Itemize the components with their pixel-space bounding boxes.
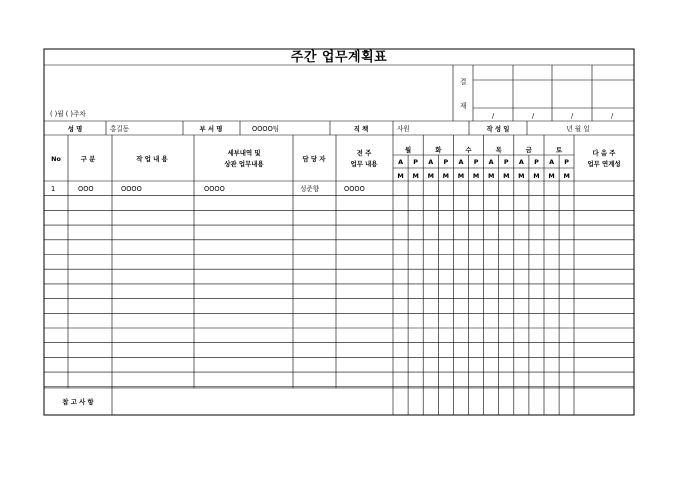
am-label: A <box>549 158 555 166</box>
table-body-grid <box>44 135 634 415</box>
header-no: No <box>51 155 61 163</box>
header-task: 작 업 내 용 <box>136 155 168 163</box>
approval-label-bottom: 재 <box>460 102 467 110</box>
row-detail: OOOO <box>204 185 225 193</box>
position-value[interactable]: 사원 <box>397 125 410 133</box>
ampm-suffix: M <box>487 172 495 180</box>
day-header: 토 <box>556 146 563 154</box>
day-header: 목 <box>495 146 502 154</box>
ampm-suffix: M <box>397 172 404 180</box>
approval-label-top: 결 <box>460 78 467 86</box>
ampm-suffix: M <box>457 172 465 180</box>
name-label: 성 명 <box>67 125 83 133</box>
row-task: OOOO <box>121 185 142 193</box>
header-prev-line1: 전 주 <box>356 149 372 157</box>
pm-label: P <box>443 158 449 166</box>
approval-date-slash: / <box>611 112 614 120</box>
day-header: 금 <box>525 146 532 154</box>
notes-label: 참 고 사 항 <box>62 398 94 406</box>
day-header: 수 <box>465 146 472 154</box>
ampm-suffix: M <box>533 172 540 180</box>
header-owner: 담 당 자 <box>302 155 326 163</box>
day-header: 월 <box>405 146 412 154</box>
dept-value[interactable]: OOOO팀 <box>252 125 280 133</box>
dept-label: 부 서 명 <box>199 125 223 133</box>
table-rows <box>51 184 365 193</box>
row-no: 1 <box>51 185 56 193</box>
ampm-suffix: M <box>503 172 510 180</box>
header-detail-line1: 세부내역 및 <box>227 149 261 157</box>
pm-label: P <box>473 158 479 166</box>
header-detail-line2: 상관 업무내용 <box>224 160 264 168</box>
table-grid <box>44 49 634 415</box>
header-category: 구 분 <box>80 155 96 163</box>
document-title: 주간 업무계획표 <box>290 50 388 65</box>
header-next-line1: 다 음 주 <box>592 149 616 157</box>
row-prev: OOOO <box>344 185 365 193</box>
ampm-suffix: M <box>472 172 480 180</box>
approval-date-slash: / <box>492 112 495 120</box>
date-label: 작 성 일 <box>486 125 510 133</box>
ampm-suffix: M <box>548 172 555 180</box>
ampm-suffix: M <box>563 172 570 180</box>
am-label: A <box>458 158 464 166</box>
approval-date-slash: / <box>532 112 535 120</box>
row-owner: 성준향 <box>300 185 320 193</box>
am-label: A <box>398 158 404 166</box>
date-value[interactable]: 년 월 일 <box>566 125 590 133</box>
day-header: 화 <box>435 146 442 154</box>
name-value[interactable]: 홍길동 <box>110 125 130 133</box>
header-prev-line2: 업무 내용 <box>350 160 378 168</box>
position-label: 직 책 <box>353 125 369 133</box>
approval-date-slash: / <box>571 112 574 120</box>
week-line: ( )월 ( )주차 <box>50 110 86 118</box>
pm-label: P <box>413 158 418 166</box>
pm-label: P <box>503 158 509 166</box>
am-label: A <box>428 158 434 166</box>
pm-label: P <box>564 158 569 166</box>
am-label: A <box>488 158 494 166</box>
ampm-suffix: M <box>518 172 525 180</box>
row-category: OOO <box>78 185 94 193</box>
ampm-suffix: M <box>442 172 450 180</box>
am-label: A <box>518 158 524 166</box>
ampm-suffix: M <box>412 172 419 180</box>
pm-label: P <box>534 158 539 166</box>
ampm-suffix: M <box>427 172 434 180</box>
header-next-line2: 업무 연계성 <box>587 160 621 168</box>
